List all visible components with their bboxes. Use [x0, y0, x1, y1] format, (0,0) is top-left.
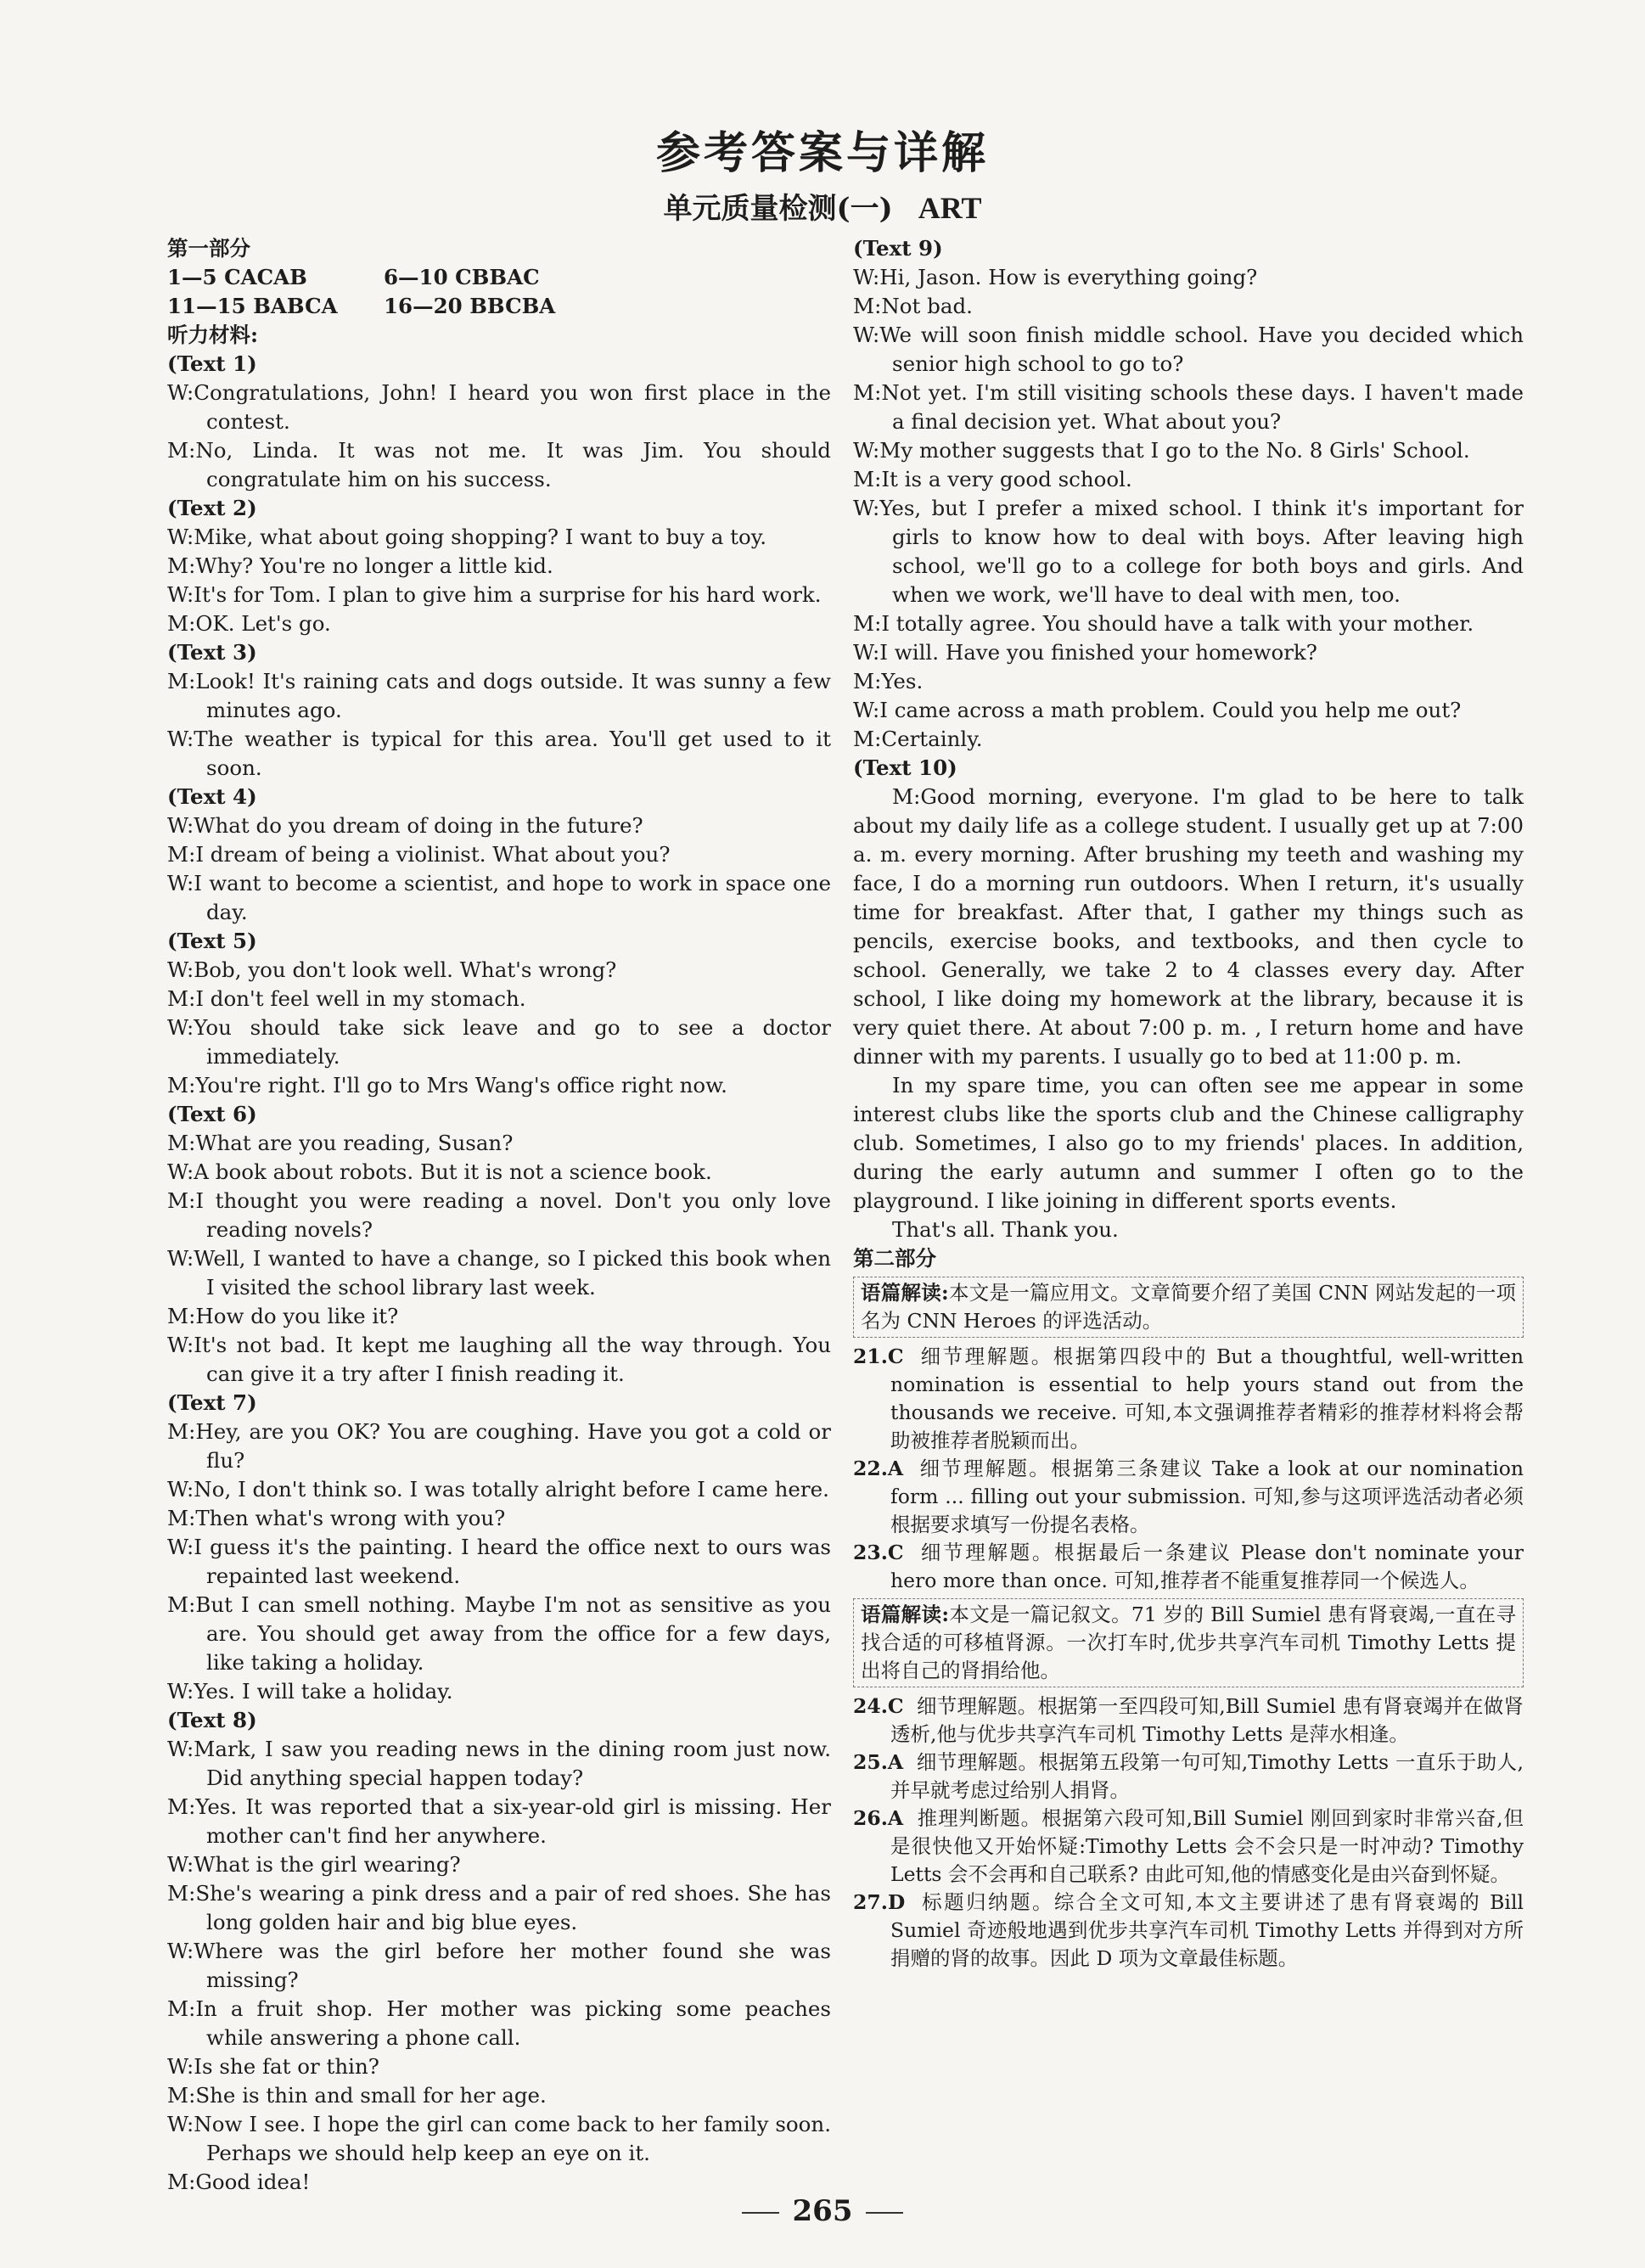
dialogue-line: M:In a fruit shop. Her mother was picking some peaches while answering a phone call. — [167, 1996, 831, 2050]
dialogue-line: M:Not bad. — [853, 294, 973, 318]
dialogue-line: W:Hi, Jason. How is everything going? — [853, 265, 1258, 289]
explanation-text: 细节理解题。根据第一至四段可知,Bill Sumiel 患有肾衰竭并在做肾透析,他与优步共享汽车司机 Timothy Letts 是萍水相逢。 — [890, 1694, 1524, 1746]
question-number: 26.A — [853, 1806, 904, 1830]
section-title — [0, 185, 1645, 227]
question-number: 24.C — [853, 1694, 904, 1718]
dialogue-line: W:The weather is typical for this area. You'll get used to it soon. — [167, 727, 831, 780]
dialogue-line: W:Bob, you don't look well. What's wrong? — [167, 957, 617, 982]
answer-explanation — [853, 1455, 1524, 1539]
answer-group: 1—5 CACAB — [167, 265, 307, 289]
dialogue-line: W:I guess it's the painting. I heard the office next to ours was repainted last weekend. — [167, 1535, 831, 1588]
dialogue-line: M:I don't feel well in my stomach. — [167, 986, 526, 1011]
dialogue-line: M:It is a very good school. — [853, 467, 1132, 491]
answer-explanation — [853, 1749, 1524, 1805]
dialogue-line: M:Good idea! — [167, 2170, 311, 2194]
dialogue-line: M:I thought you were reading a novel. Don't you only love reading novels? — [167, 1188, 831, 1242]
dialogue-line: M:Certainly. — [853, 727, 983, 751]
question-number: 21.C — [853, 1345, 904, 1368]
explanation-text: 细节理解题。根据第五段第一句可知,Timothy Letts 一直乐于助人,并早就考虑过给别人捐肾。 — [890, 1750, 1524, 1802]
text-title: (Text 10) — [853, 755, 957, 780]
answer-row — [167, 263, 831, 292]
monologue-paragraph: In my spare time, you can often see me appear in some interest clubs like the sports club and the Chinese calligraphy club. Sometimes, I also go to my friends' places. In addition, during the early autumn and summer I often go to the playground. I like joining in different sports events. — [853, 1073, 1524, 1213]
intro-text: 本文是一篇记叙文。71 岁的 Bill Sumiel 患有肾衰竭,一直在寻找合适的可移植肾源。一次打车时,优步共享汽车司机 Timothy Letts 提出将自己的肾捐给他。 — [861, 1603, 1516, 1682]
dialogue-line: W:Congratulations, John! I heard you won first place in the contest. — [167, 380, 831, 434]
dialogue-line: W:Is she fat or thin? — [167, 2054, 379, 2079]
dialogue-line: M:OK. Let's go. — [167, 611, 331, 636]
dialogue-line: M:Hey, are you OK? You are coughing. Have you got a cold or flu? — [167, 1419, 831, 1473]
page-number-dash — [742, 2212, 779, 2214]
dialogue-line: W:You should take sick leave and go to see a doctor immediately. — [167, 1015, 831, 1069]
answer-group: 16—20 BBCBA — [384, 294, 556, 318]
answer-explanation — [853, 1693, 1524, 1749]
passage-intro-box — [853, 1598, 1524, 1687]
text-title: (Text 6) — [167, 1102, 257, 1126]
text-title: (Text 5) — [167, 929, 257, 953]
page-title: 参考答案与详解 — [655, 127, 989, 179]
dialogue-line: W:It's not bad. It kept me laughing all the way through. You can give it a try after I finish reading it. — [167, 1333, 831, 1386]
dialogue-line: M:Then what's wrong with you? — [167, 1506, 506, 1530]
dialogue-line: M:I dream of being a violinist. What about you? — [167, 842, 671, 867]
answer-row — [167, 292, 831, 321]
dialogue-line: M:Yes. — [853, 669, 924, 693]
monologue-paragraph: That's all. Thank you. — [892, 1217, 1119, 1242]
dialogue-line: W:Yes. I will take a holiday. — [167, 1679, 453, 1704]
section-title-cn: 单元质量检测(一) — [663, 192, 893, 226]
dialogue-line: W:I came across a math problem. Could you help me out? — [853, 698, 1462, 722]
answer-explanation — [853, 1805, 1524, 1889]
dialogue-line: W:Where was the girl before her mother found she was missing? — [167, 1939, 831, 1992]
dialogue-line: M:Look! It's raining cats and dogs outside. It was sunny a few minutes ago. — [167, 669, 831, 722]
dialogue-line: M:Yes. It was reported that a six-year-old girl is missing. Her mother can't find her anywhere. — [167, 1794, 831, 1848]
part1-heading: 第一部分 — [167, 236, 250, 261]
explanation-text: 标题归纳题。综合全文可知,本文主要讲述了患有肾衰竭的 Bill Sumiel 奇迹般地遇到优步共享汽车司机 Timothy Letts 并得到对方所捐赠的肾的故事。因此 D 项为文章最佳标题。 — [890, 1890, 1524, 1970]
dialogue-line: M:Why? You're no longer a little kid. — [167, 553, 553, 578]
text-title: (Text 4) — [167, 784, 257, 809]
answer-explanation — [853, 1343, 1524, 1455]
right-column — [853, 234, 1524, 1973]
dialogue-line: W:Yes, but I prefer a mixed school. I think it's important for girls to know how to deal with boys. After leaving high school, we'll go to a college for both boys and girls. And when we work, we'll have to deal with men, too. — [853, 496, 1524, 607]
dialogue-line: M:She's wearing a pink dress and a pair of red shoes. She has long golden hair and big blue eyes. — [167, 1881, 831, 1934]
page-number — [0, 2194, 1645, 2228]
question-number: 25.A — [853, 1750, 904, 1774]
text-title: (Text 7) — [167, 1390, 257, 1415]
dialogue-line: W:A book about robots. But it is not a science book. — [167, 1159, 712, 1184]
page-number-dash — [866, 2212, 903, 2214]
dialogue-line: W:We will soon finish middle school. Have you decided which senior high school to go to? — [853, 323, 1524, 376]
dialogue-line: W:My mother suggests that I go to the No. 8 Girls' School. — [853, 438, 1470, 463]
answer-group: 11—15 BABCA — [167, 294, 338, 318]
text-title: (Text 3) — [167, 640, 257, 665]
question-number: 22.A — [853, 1457, 904, 1480]
text-title: (Text 1) — [167, 351, 257, 376]
section-title-en: ART — [918, 191, 982, 225]
dialogue-line: W:What do you dream of doing in the future? — [167, 813, 643, 838]
intro-label: 语篇解读: — [861, 1281, 949, 1305]
passage-intro-box — [853, 1277, 1524, 1338]
dialogue-line: W:Mark, I saw you reading news in the dining room just now. Did anything special happen today? — [167, 1737, 831, 1790]
text-title: (Text 8) — [167, 1708, 257, 1732]
dialogue-line: M:Not yet. I'm still visiting schools these days. I haven't made a final decision yet. What about you? — [853, 380, 1524, 434]
dialogue-line: W:I want to become a scientist, and hope to work in space one day. — [167, 871, 831, 924]
dialogue-line: W:No, I don't think so. I was totally alright before I came here. — [167, 1477, 829, 1502]
page-number-text: 265 — [792, 2194, 853, 2228]
dialogue-line: M:I totally agree. You should have a talk with your mother. — [853, 611, 1474, 636]
dialogue-line: M:But I can smell nothing. Maybe I'm not as sensitive as you are. You should get away from the office for a few days, like taking a holiday. — [167, 1592, 831, 1675]
dialogue-line: M:You're right. I'll go to Mrs Wang's office right now. — [167, 1073, 727, 1098]
explanation-text: 细节理解题。根据最后一条建议 Please don't nominate your hero more than once. 可知,推荐者不能重复推荐同一个候选人。 — [890, 1541, 1524, 1592]
answer-group: 6—10 CBBAC — [384, 265, 540, 289]
dialogue-line: W:Mike, what about going shopping? I want to buy a toy. — [167, 525, 767, 549]
text-title: (Text 9) — [853, 236, 943, 261]
listening-material-heading: 听力材料: — [167, 323, 259, 347]
answer-explanation — [853, 1539, 1524, 1595]
dialogue-line: M:What are you reading, Susan? — [167, 1131, 514, 1155]
explanation-text: 推理判断题。根据第六段可知,Bill Sumiel 刚回到家时非常兴奋,但是很快他又开始怀疑:Timothy Letts 会不会只是一时冲动? Timothy Letts 会不会再和自己联系? 由此可知,他的情感变化是由兴奋到怀疑。 — [890, 1806, 1524, 1886]
explanation-text: 细节理解题。根据第四段中的 But a thoughtful, well-written nomination is essential to help yours stand out from the thousands we receive. 可知,本文强调推荐者精彩的推荐材料将会帮助被推荐者脱颖而出。 — [890, 1345, 1524, 1452]
monologue-paragraph: M:Good morning, everyone. I'm glad to be here to talk about my daily life as a college student. I usually get up at 7:00 a. m. every morning. After brushing my teeth and washing my face, I do a morning run outdoors. When I return, it's usually time for breakfast. After that, I gather my things such as pencils, exercise books, and textbooks, and then cycle to school. Generally, we take 2 to 4 classes every day. After school, I like doing my homework at the library, because it is very quiet there. At about 7:00 p. m. , I return home and have dinner with my parents. I usually go to bed at 11:00 p. m. — [853, 784, 1524, 1069]
question-number: 27.D — [853, 1890, 906, 1914]
dialogue-line: M:No, Linda. It was not me. It was Jim. You should congratulate him on his success. — [167, 438, 831, 491]
question-number: 23.C — [853, 1541, 904, 1564]
left-column — [167, 234, 831, 2197]
explanation-text: 细节理解题。根据第三条建议 Take a look at our nomination form ... filling out your submission. 可知,参与这项评选活动者必须根据要求填写一份提名表格。 — [890, 1457, 1524, 1536]
dialogue-line: M:She is thin and small for her age. — [167, 2083, 547, 2108]
dialogue-line: W:Now I see. I hope the girl can come back to her family soon. Perhaps we should help keep an eye on it. — [167, 2112, 831, 2165]
dialogue-line: W:Well, I wanted to have a change, so I picked this book when I visited the school library last week. — [167, 1246, 831, 1300]
dialogue-line: M:How do you like it? — [167, 1304, 399, 1328]
text-title: (Text 2) — [167, 496, 257, 520]
intro-label: 语篇解读: — [861, 1603, 950, 1626]
intro-text: 本文是一篇应用文。文章简要介绍了美国 CNN 网站发起的一项名为 CNN Heroes 的评选活动。 — [861, 1281, 1516, 1333]
answer-explanation — [853, 1889, 1524, 1973]
dialogue-line: W:I will. Have you finished your homework? — [853, 640, 1317, 665]
dialogue-line: W:What is the girl wearing? — [167, 1852, 461, 1877]
dialogue-line: W:It's for Tom. I plan to give him a surprise for his hard work. — [167, 582, 822, 607]
part2-heading: 第二部分 — [853, 1246, 936, 1271]
